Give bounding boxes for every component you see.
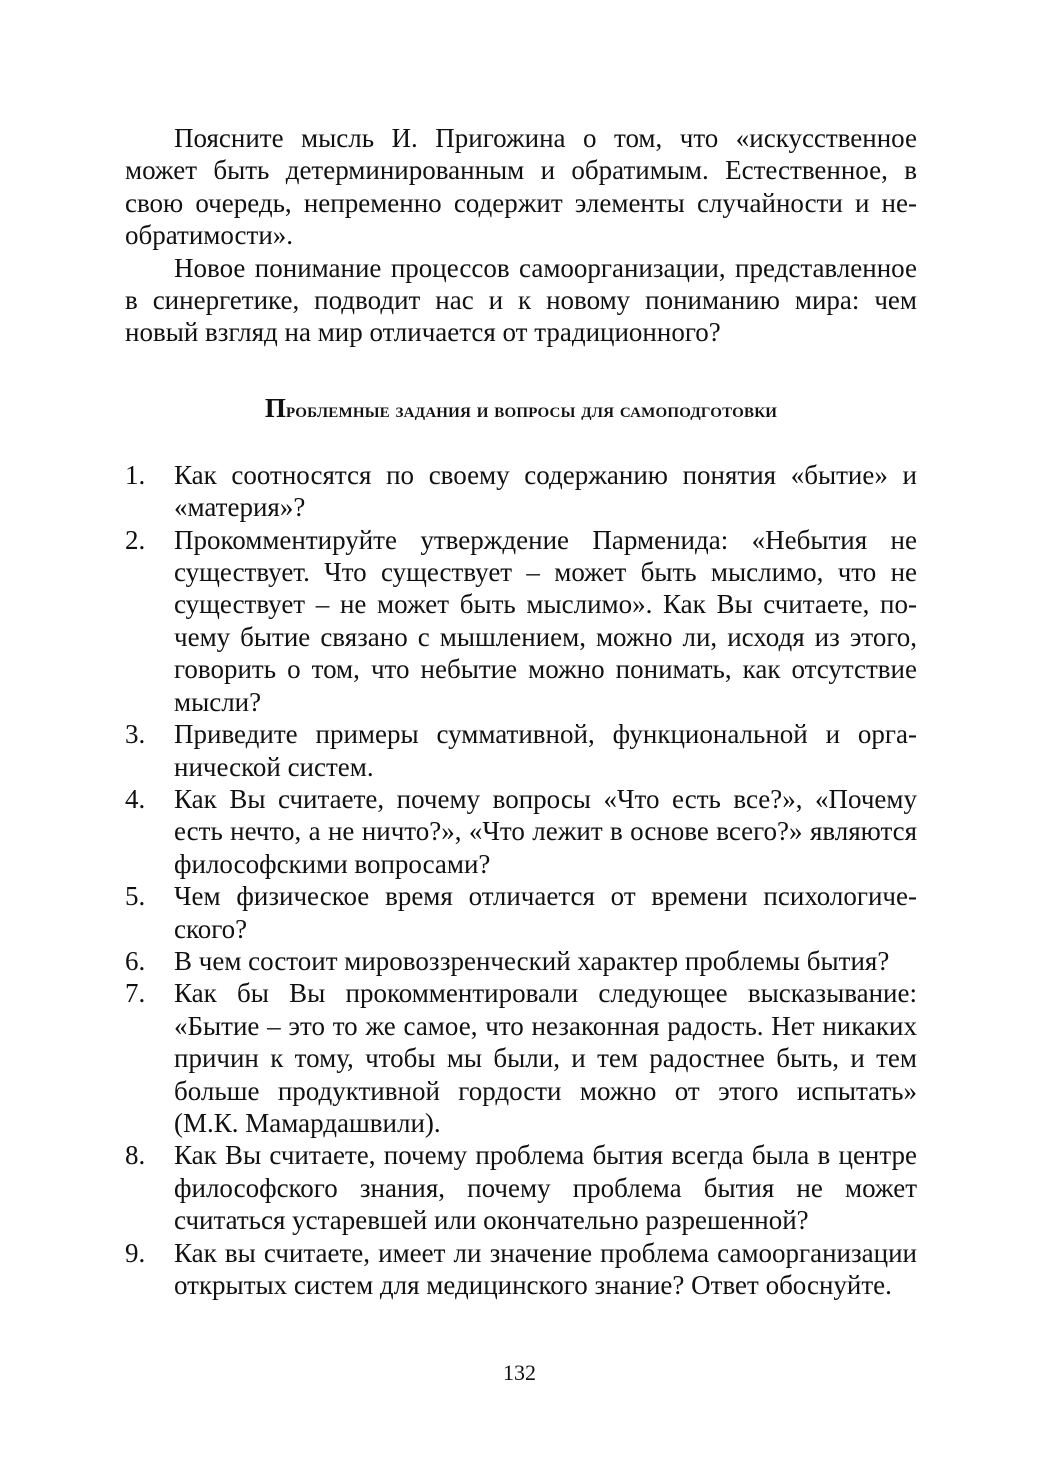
question-number: 3.: [125, 719, 146, 750]
questions-list: [125, 459, 917, 1302]
question-item: [125, 1139, 917, 1236]
question-text: Приведите примеры суммативной, функциональной и органической систем.: [174, 719, 917, 782]
question-item: [125, 718, 917, 783]
question-item: [125, 1237, 917, 1302]
question-item: [125, 783, 917, 880]
question-text: Как Вы считаете, почему вопросы «Что есть все?», «Почему есть нечто, а не ничто?», «Что лежит в основе всего?» являются философскими вопросами?: [174, 783, 917, 879]
question-text: Как бы Вы прокомментировали следующее высказывание: «Бытие – это то же самое, что незаконная радость. Нет никаких причин к тому, чтобы мы были, и тем радостнее быть, и тем больше продуктивной гордости можно от этого испытать» (М.К. Мамардашвили).: [174, 978, 917, 1138]
question-item: [125, 977, 917, 1139]
question-number: 6.: [125, 945, 146, 976]
question-text: Чем физическое время отличается от времени психологического?: [174, 881, 917, 944]
question-number: 7.: [125, 978, 146, 1009]
question-text: Прокомментируйте утверждение Парменида: «Небытия не существует. Что существует – может быть мыслимо, что не существует – не может быть мыслимо». Как Вы считаете, почему бытие связано с мышлением, можно ли, исходя из этого, говорить о том, что небытие можно понимать, как отсутствие мысли?: [174, 524, 917, 717]
question-text: В чем состоит мировоззренческий характер проблемы бытия?: [174, 945, 890, 976]
page-content: [125, 122, 917, 1301]
question-text: Как соотносятся по своему содержанию понятия «бытие» и «материя»?: [174, 459, 917, 523]
question-text: Как Вы считаете, почему проблема бытия всегда была в центре философского знания, почему проблема бытия не может считаться устаревшей или окончательно разрешенной?: [174, 1140, 917, 1236]
question-item: [125, 945, 917, 977]
question-item: [125, 524, 917, 718]
question-text: Как вы считаете, имеет ли значение проблема самоорганизации открытых систем для медицинского знание? Ответ обоснуйте.: [174, 1237, 917, 1300]
question-number: 8.: [125, 1140, 146, 1171]
section-heading-initial: П: [264, 392, 287, 423]
question-number: 2.: [125, 524, 146, 555]
question-number: 5.: [125, 881, 146, 912]
question-number: 4.: [125, 783, 146, 814]
question-item: [125, 880, 917, 945]
intro-paragraph-2: Новое понимание процессов самоорганизации, представленное в синергетике, подводит нас и к новому пониманию мира: чем новый взгляд на мир отличается от традиционного?: [125, 252, 917, 348]
section-heading: [125, 393, 917, 425]
question-number: 1.: [125, 459, 146, 490]
question-item: [125, 459, 917, 524]
question-number: 9.: [125, 1237, 146, 1268]
page-number: 132: [503, 1360, 536, 1385]
section-heading-text: роблемные задания и вопросы для самоподготовки: [286, 396, 778, 422]
intro-paragraph-1: Поясните мысль И. Пригожина о том, что «искусственное может быть детерминированным и обратимым. Естественное, в свою очередь, непременно содержит элементы случайности и необратимости».: [125, 123, 917, 251]
